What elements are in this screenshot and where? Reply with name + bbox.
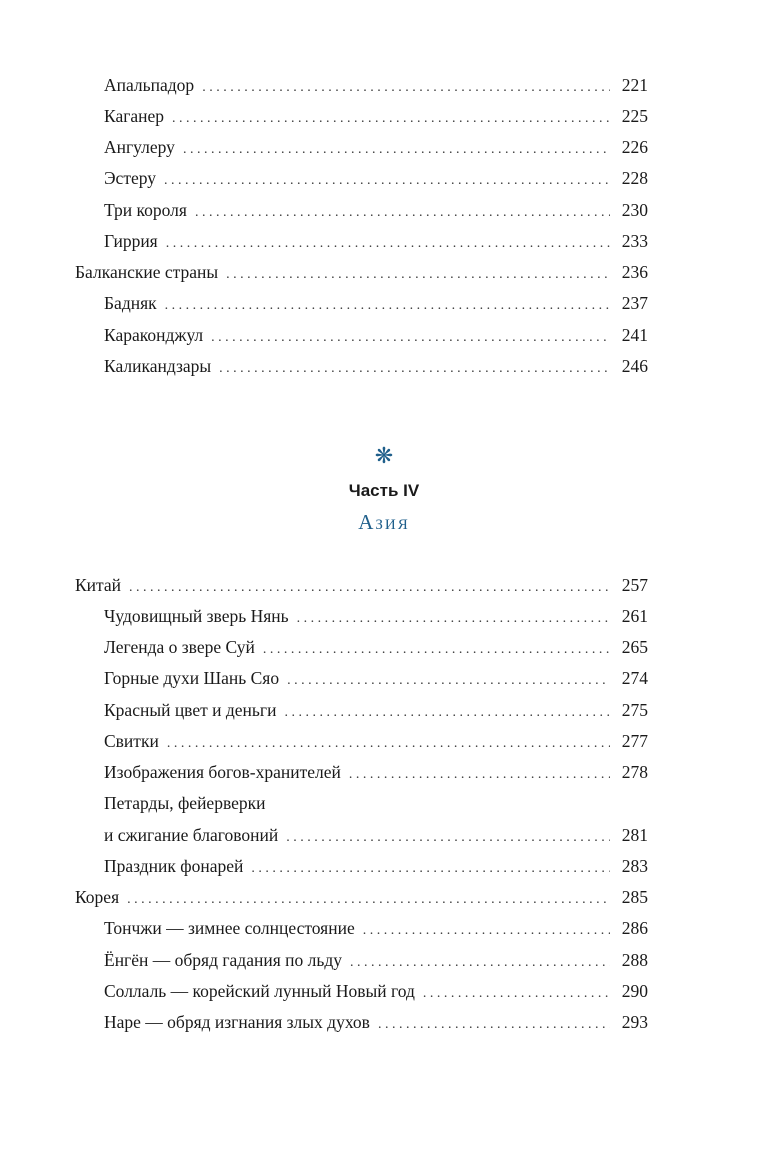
toc-entry — [104, 854, 648, 878]
toc-entry-title: Бадняк — [104, 293, 157, 313]
toc-entry — [104, 916, 648, 940]
toc-entry-title: Апальпадор — [104, 75, 195, 95]
toc-entry-title: Эстеру — [104, 168, 157, 188]
toc-entry-page: 241 — [621, 325, 648, 345]
toc-leader — [202, 76, 610, 100]
toc-leader — [165, 294, 610, 318]
toc-entry — [104, 604, 648, 628]
toc-leader — [350, 951, 610, 975]
toc-entry — [104, 104, 648, 128]
toc-entry-page: 274 — [621, 668, 648, 688]
toc-entry — [104, 198, 648, 222]
toc-leader — [226, 263, 610, 287]
toc-entry-title: Ёнгён — обряд гадания по льду — [104, 950, 342, 970]
toc-entry — [104, 760, 648, 784]
toc-leader — [167, 732, 610, 756]
toc-entry-page: 290 — [621, 981, 648, 1001]
toc-entry-title: Ангулеру — [104, 137, 175, 157]
toc-entry — [75, 573, 648, 597]
toc-entry-page: 225 — [621, 106, 648, 126]
toc-entry-page: 275 — [621, 700, 648, 720]
toc-entry-page: 288 — [621, 950, 648, 970]
toc-leader — [219, 357, 610, 381]
toc-entry-title: Три короля — [104, 200, 187, 220]
toc-entry-page: 233 — [621, 231, 648, 251]
toc-leader — [211, 326, 610, 350]
toc-entry-title: Караконджул — [104, 325, 204, 345]
toc-entry-page: 221 — [621, 75, 648, 95]
toc-entry — [104, 291, 648, 315]
toc-entry-title: Балканские страны — [75, 262, 219, 282]
toc-leader — [183, 138, 610, 162]
toc-entry-title: Каликандзары — [104, 356, 212, 376]
toc-entry — [75, 885, 648, 909]
toc-entry — [104, 729, 648, 753]
toc-entry-page: 230 — [621, 200, 648, 220]
toc-leader — [378, 1013, 610, 1037]
toc-entry-page: 277 — [621, 731, 648, 751]
toc-entry-page: 286 — [621, 918, 648, 938]
toc-leader — [195, 201, 610, 225]
toc-entry-page: 278 — [621, 762, 648, 782]
toc-entry — [75, 260, 648, 284]
toc-entry-page: 281 — [621, 825, 648, 845]
toc-entry-title: Соллаль — корейский лунный Новый год — [104, 981, 415, 1001]
toc-leader — [263, 638, 610, 662]
toc-entry-title: Гиррия — [104, 231, 158, 251]
toc-entry — [104, 166, 648, 190]
toc-entry-title: Тончжи — зимнее солнцестояние — [104, 918, 355, 938]
toc-entry — [104, 1010, 648, 1034]
asterism-ornament-icon: ❋ — [374, 443, 394, 468]
toc-entry-page: 265 — [621, 637, 648, 657]
toc-leader — [363, 919, 610, 943]
part-title: Азия — [358, 510, 410, 534]
toc-entry — [104, 666, 648, 690]
toc-leader — [129, 576, 610, 600]
toc-entry — [104, 229, 648, 253]
toc-leader — [251, 857, 610, 881]
toc-entry-page: 237 — [621, 293, 648, 313]
toc-entry-page: 246 — [621, 356, 648, 376]
toc-entry-title-line1: Петарды, фейерверки — [104, 793, 266, 813]
toc-entry-title: Чудовищный зверь Нянь — [104, 606, 289, 626]
toc-leader — [423, 982, 610, 1006]
toc-entry — [104, 135, 648, 159]
toc-entry-title: Праздник фонарей — [104, 856, 244, 876]
toc-entry-page: 285 — [621, 887, 648, 907]
toc-entry — [104, 698, 648, 722]
toc-entry-page: 257 — [621, 575, 648, 595]
toc-entry-title: Красный цвет и деньги — [104, 700, 277, 720]
toc-entry — [104, 354, 648, 378]
toc-entry-title: Китай — [75, 575, 122, 595]
toc-entry-page: 283 — [621, 856, 648, 876]
toc-entry-title: Изображения богов-хранителей — [104, 762, 341, 782]
toc-entry — [104, 823, 648, 847]
toc-entry-title: Каганер — [104, 106, 165, 126]
toc-leader — [349, 763, 610, 787]
toc-entry-page: 228 — [621, 168, 648, 188]
toc-leader — [164, 169, 610, 193]
toc-leader — [166, 232, 610, 256]
toc-leader — [286, 826, 610, 850]
toc-leader — [127, 888, 610, 912]
toc-leader — [287, 669, 610, 693]
toc-leader — [172, 107, 610, 131]
toc-entry-title: Корея — [75, 887, 120, 907]
toc-entry-title: Легенда о звере Суй — [104, 637, 255, 657]
toc-entry — [104, 635, 648, 659]
toc-entry — [104, 73, 648, 97]
toc-entry — [104, 323, 648, 347]
toc-entry-page: 261 — [621, 606, 648, 626]
toc-entry-page: 226 — [621, 137, 648, 157]
toc-entry-title: и сжигание благовоний — [104, 825, 279, 845]
toc-leader — [284, 701, 610, 725]
toc-entry-page: 236 — [621, 262, 648, 282]
toc-entry-title: Наре — обряд изгнания злых духов — [104, 1012, 370, 1032]
toc-entry — [104, 979, 648, 1003]
toc-leader — [297, 607, 610, 631]
toc-entry — [104, 948, 648, 972]
part-label: Часть IV — [348, 481, 420, 500]
toc-entry-title: Горные духи Шань Сяо — [104, 668, 280, 688]
toc-entry-title: Свитки — [104, 731, 159, 751]
toc-entry-page: 293 — [621, 1012, 648, 1032]
